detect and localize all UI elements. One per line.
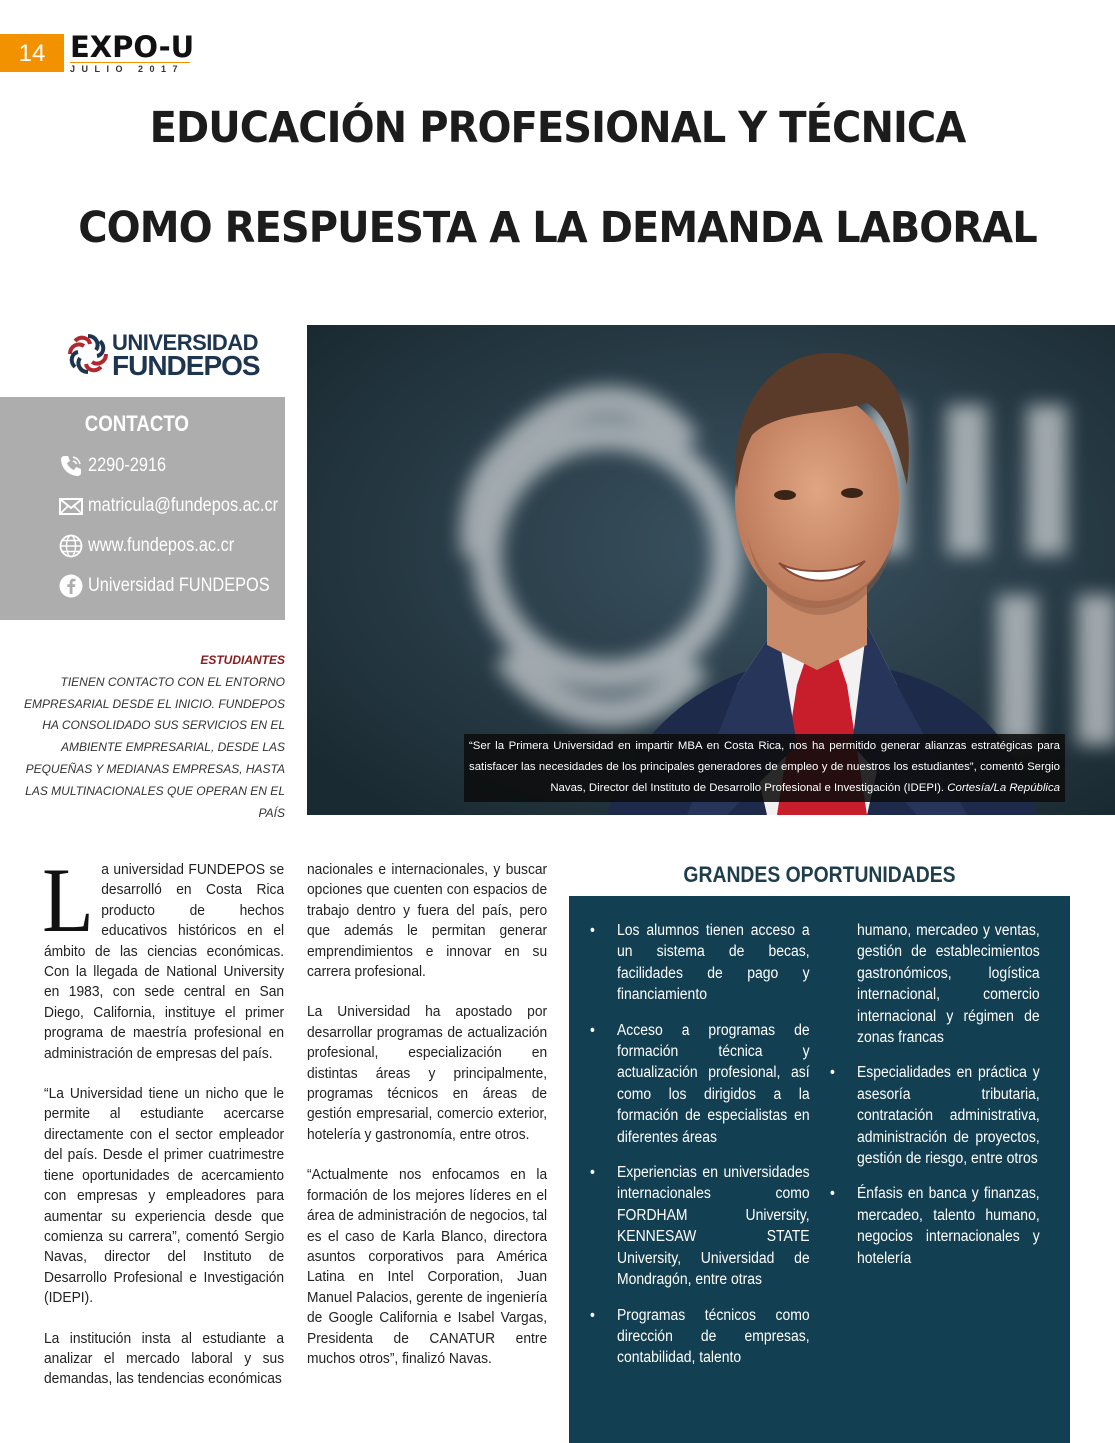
- contact-phone-text: 2290-2916: [88, 455, 167, 476]
- university-logo: [66, 332, 266, 380]
- opportunities-column-right: [830, 920, 1040, 1283]
- contact-facebook-text: Universidad FUNDEPOS: [88, 575, 270, 596]
- side-caption: [20, 650, 285, 824]
- bullet: •: [830, 1185, 835, 1203]
- article-column-2: [307, 860, 547, 1389]
- issue-date: JULIO 2017: [70, 62, 190, 74]
- photo-caption-text: “Ser la Primera Universidad en impartir MBA en Costa Rica, nos ha permitido generar alianzas estratégicas para satisfacer las necesidades de los principales generadores de empleo y de nuestros los estudiantes”, comentó Sergio Navas, Director del Instituto de Desarrollo Profesional e Investigación (IDEPI).: [469, 740, 1060, 794]
- article-paragraph: nacionales e internacionales, y buscar opciones que cuenten con espacios de trabajo dentro y fuera del país, pero que además le permitan generar emprendimientos e innovar en su carrera profesional.: [307, 861, 548, 981]
- article-paragraph: La institución insta al estudiante a analizar el mercado laboral y sus demandas, las tendencias económicas: [44, 1329, 285, 1388]
- list-item: • Experiencias en universidades internacionales como FORDHAM University, KENNESAW STATE University, Universidad de Mondragón, entre otras: [590, 1164, 810, 1289]
- article-paragraph: “Actualmente nos enfocamos en la formación de los mejores líderes en el área de administración de negocios, tal es el caso de Karla Blanco, directora asuntos corporativos para América Latina en Intel Corporation, Juan Manuel Palacios, gerente de ingeniería de Google California e Isabel Vargas, Presidenta de CANATUR entre muchos otros”, finalizó Navas.: [307, 1166, 548, 1367]
- article-paragraph: “La Universidad tiene un nicho que le permite al estudiante acercarse directamente con el sector empleador del país. Desde el primer cuatrimestre tiene oportunidades de acercamiento con empresas y empleadores para aumentar su experiencia desde que comienza su carrera”, comentó Sergio Navas, director del Instituto de Desarrollo Profesional e Investigación (IDEPI).: [44, 1085, 285, 1307]
- page-number: 14: [0, 34, 64, 72]
- contact-facebook[interactable]: [58, 571, 299, 601]
- side-caption-text: TIENEN CONTACTO CON EL ENTORNO EMPRESARIAL DESDE EL INICIO. FUNDEPOS HA CONSOLIDADO SUS SERVICIOS EN EL AMBIENTE EMPRESARIAL, DESDE LAS PEQUEÑAS Y MEDIANAS EMPRESAS, HASTA LAS MULTINACIONALES QUE OPERAN EN EL PAÍS: [24, 674, 285, 820]
- envelope-icon: [58, 493, 84, 519]
- bullet: •: [590, 922, 595, 939]
- opportunities-title: GRANDES OPORTUNIDADES: [683, 862, 956, 887]
- contact-email[interactable]: [58, 491, 309, 521]
- contact-email-text: matricula@fundepos.ac.cr: [88, 495, 279, 516]
- list-item-continuation: humano, mercadeo y ventas, gestión de establecimientos gastronómicos, logística internacional, comercio internacional y régimen de zonas francas: [857, 922, 1040, 1047]
- magazine-name: EXPO-U: [70, 30, 195, 64]
- contact-website-text: www.fundepos.ac.cr: [88, 535, 235, 556]
- fundepos-knot-icon: [66, 332, 110, 376]
- article-paragraph: La universidad FUNDEPOS se desarrolló en Costa Rica producto de hechos educativos históricos en el ámbito de las ciencias económicas. Con la llegada de National University en 1983, con sede central en San Diego, California, instituye el primer programa de maestría profesional en administración de empresas del país.: [42, 849, 285, 1062]
- contact-title: CONTACTO: [84, 411, 189, 436]
- side-caption-heading: ESTUDIANTES: [200, 653, 285, 667]
- bullet: •: [590, 1306, 595, 1324]
- headline-line-1: EDUCACIÓN PROFESIONAL Y TÉCNICA: [149, 103, 966, 153]
- opportunities-column-left: [590, 920, 810, 1383]
- photo-caption: [464, 734, 1065, 802]
- list-item: • Énfasis en banca y finanzas, mercadeo, talento humano, negocios internacionales y hotelería: [830, 1185, 1040, 1267]
- contact-website[interactable]: [58, 531, 258, 561]
- photo-credit: Cortesía/La República: [947, 782, 1060, 794]
- list-item: • Acceso a programas de formación técnica y actualización profesional, así como los dirigidos a la formación de especialistas en diferentes áreas: [590, 1021, 810, 1146]
- bullet: •: [590, 1164, 595, 1182]
- facebook-icon: [58, 573, 84, 599]
- headline-line-2: COMO RESPUESTA A LA DEMANDA LABORAL: [78, 203, 1037, 253]
- logo-text-line-2: FUNDEPOS: [112, 350, 260, 381]
- phone-icon: [58, 453, 84, 479]
- bullet: •: [830, 1064, 835, 1082]
- globe-icon: [58, 533, 84, 559]
- logo-text-line-1: UNIVERSIDAD: [112, 330, 259, 355]
- article-column-1: [42, 849, 285, 1410]
- contact-phone[interactable]: [58, 451, 179, 481]
- list-item: • Programas técnicos como dirección de empresas, contabilidad, talento: [590, 1306, 810, 1367]
- list-item: • Los alumnos tienen acceso a un sistema de becas, facilidades de pago y financiamiento: [590, 922, 810, 1004]
- article-paragraph: La Universidad ha apostado por desarrollar programas de actualización profesional, especialización en distintas áreas y principalmente, programas técnicos en áreas de gestión empresarial, comercio exterior, hotelería y gastronomía, entre otros.: [307, 1003, 548, 1143]
- drop-cap: L: [42, 849, 94, 951]
- bullet: •: [590, 1021, 595, 1039]
- list-item: • Especialidades en práctica y asesoría tributaria, contratación administrativa, administración de proyectos, gestión de riesgo, entre otros: [830, 1064, 1040, 1168]
